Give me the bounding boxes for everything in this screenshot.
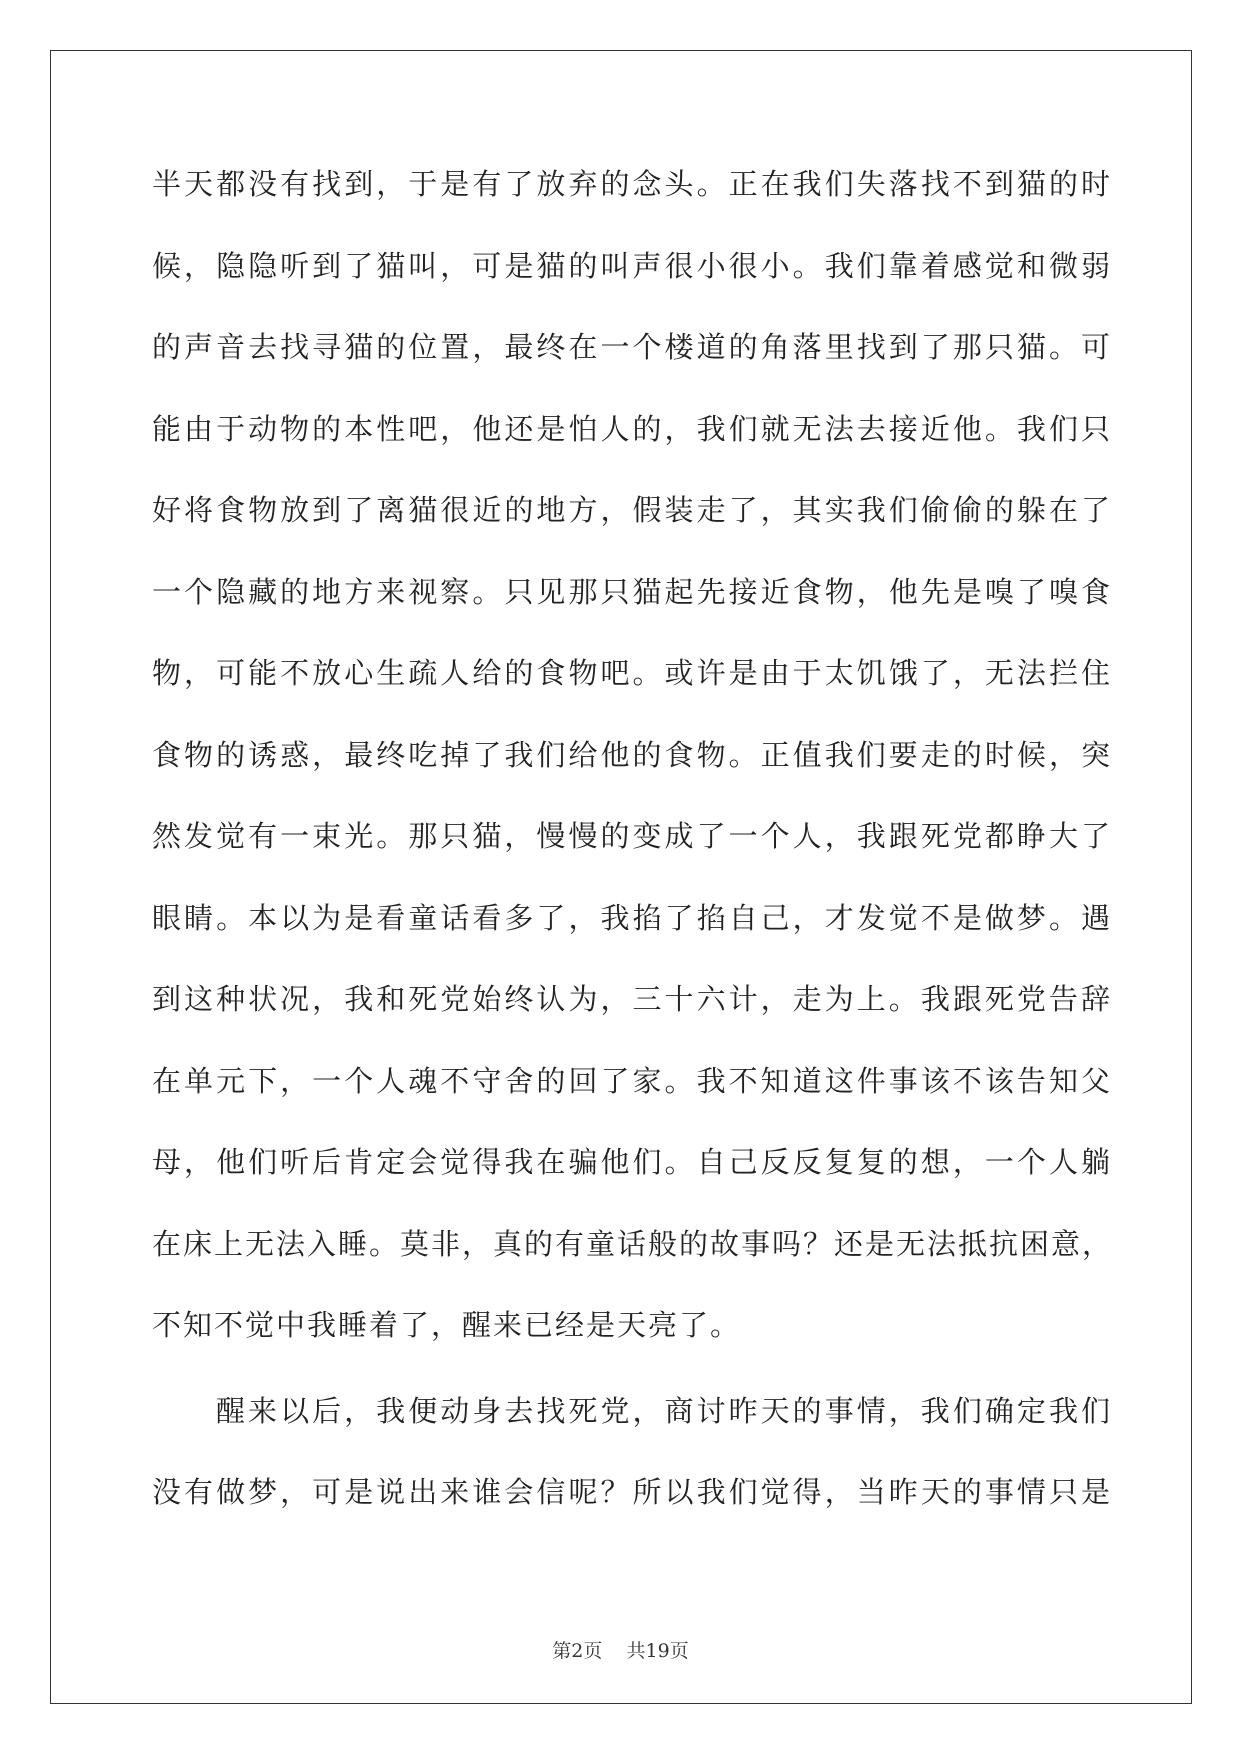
text-line: 然发觉有一束光。那只猫，慢慢的变成了一个人，我跟死党都睁大了 (152, 819, 1112, 853)
text-line: 不知不觉中我睡着了，醒来已经是天亮了。 (152, 1308, 742, 1342)
text-line: 好将食物放到了离猫很近的地方，假装走了，其实我们偷偷的躲在了 (152, 493, 1112, 527)
text-line: 食物的诱惑，最终吃掉了我们给他的食物。正值我们要走的时候，突 (152, 737, 1112, 772)
text-line: 物，可能不放心生疏人给的食物吧。或许是由于太饥饿了，无法拦住 (152, 656, 1112, 690)
text-line: 眼睛。本以为是看童话看多了，我掐了掐自己，才发觉不是做梦。遇 (152, 900, 1112, 935)
text-line: 母，他们听后肯定会觉得我在骗他们。自己反反复复的想，一个人躺 (152, 1145, 1112, 1179)
text-line: 的声音去找寻猫的位置，最终在一个楼道的角落里找到了那只猫。可 (152, 330, 1112, 364)
page-total: 共19页 (626, 1640, 689, 1662)
paragraph (152, 1389, 1112, 1552)
page-number: 第2页 (552, 1640, 603, 1662)
text-line: 半天都没有找到，于是有了放弃的念头。正在我们失落找不到猫的时 (152, 167, 1112, 201)
text-line: 能由于动物的本性吧，他还是怕人的，我们就无法去接近他。我们只 (152, 411, 1112, 446)
text-line: 一个隐藏的地方来视察。只见那只猫起先接近食物，他先是嗅了嗅食 (152, 574, 1112, 609)
document-body (152, 162, 1112, 1552)
text-line: 在单元下，一个人魂不守舍的回了家。我不知道这件事该不该告知父 (152, 1063, 1112, 1098)
text-line: 到这种状况，我和死党始终认为，三十六计，走为上。我跟死党告辞 (152, 982, 1112, 1016)
paragraph (152, 162, 1112, 1385)
text-line: 在床上无法入睡。莫非，真的有童话般的故事吗？还是无法抵抗困意， (152, 1226, 1114, 1261)
text-line: 醒来以后，我便动身去找死党，商讨昨天的事情，我们确定我们 (216, 1393, 1112, 1428)
text-line: 没有做梦，可是说出来谁会信呢？所以我们觉得，当昨天的事情只是 (152, 1475, 1112, 1509)
text-line: 候，隐隐听到了猫叫，可是猫的叫声很小很小。我们靠着感觉和微弱 (152, 248, 1112, 283)
page-footer (0, 1636, 1241, 1663)
